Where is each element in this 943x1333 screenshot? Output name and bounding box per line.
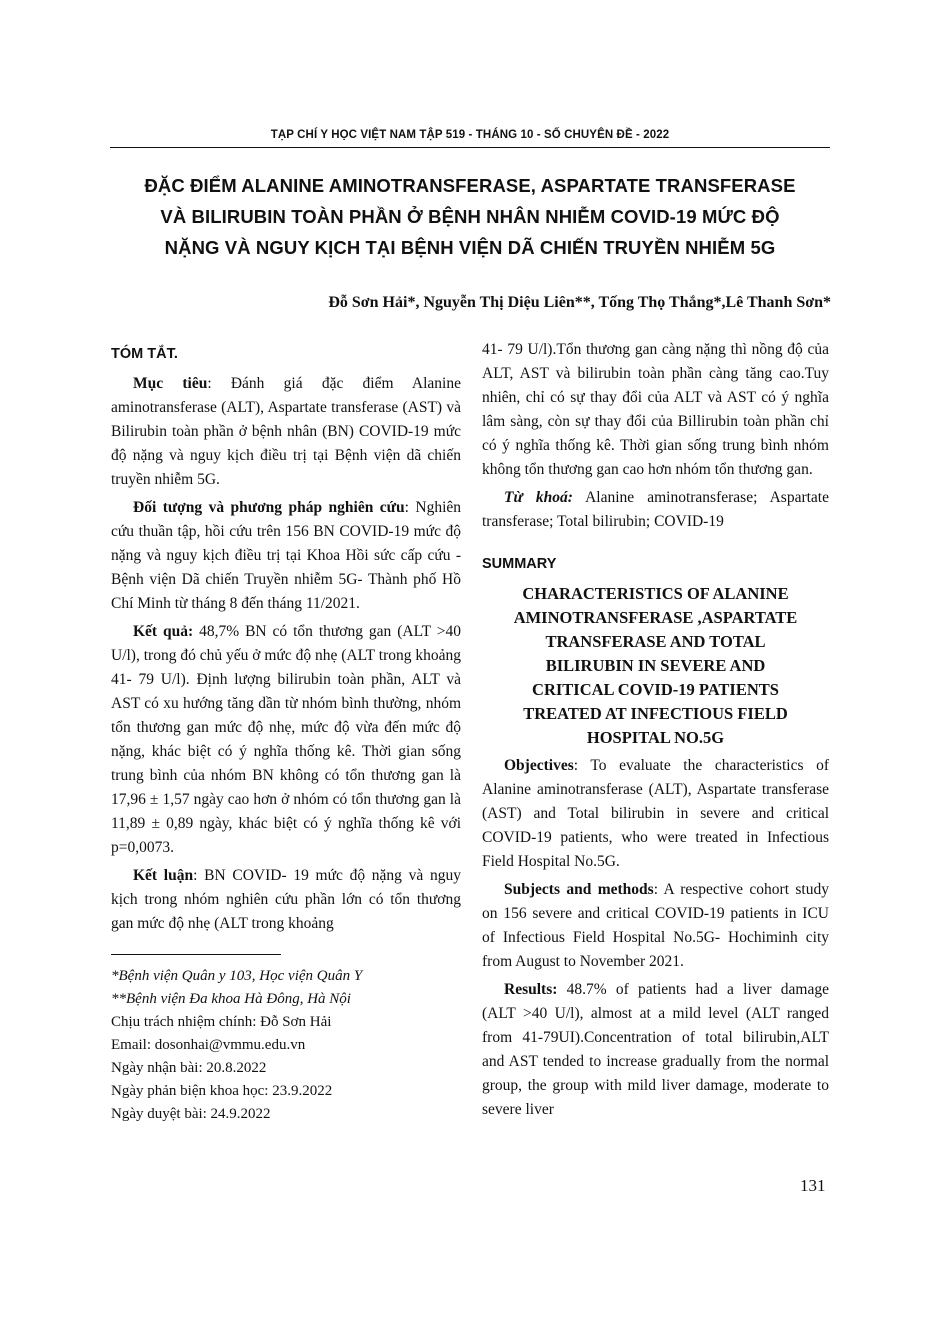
- english-title-line: HOSPITAL NO.5G: [586, 728, 725, 747]
- english-title-line: BILIRUBIN IN SEVERE AND: [545, 656, 766, 675]
- en-objectives-paragraph: [482, 754, 829, 874]
- en-results-label: Results:: [504, 981, 558, 998]
- footnote-affiliation-1: *Bệnh viện Quân y 103, Học viện Quân Y: [111, 968, 363, 984]
- vn-conclusion-paragraph: [111, 864, 461, 936]
- left-column: [111, 338, 461, 1126]
- vn-methods-paragraph: [111, 496, 461, 616]
- en-methods-text: : A respective cohort study on 156 severe and critical COVID-19 patients in ICU of Infectious Field Hospital No.5G- Hochiminh city from August to November 2021.: [482, 881, 829, 970]
- vn-conclusion-label: Kết luận: [133, 867, 194, 884]
- vn-conclusion-continued: 41- 79 U/l).Tổn thương gan càng nặng thì nồng độ của ALT, AST và bilirubin toàn phần càng tăng cao.Tuy nhiên, chỉ có sự thay đổi của ALT và AST có ý nghĩa lâm sàng, còn sự thay đổi của Billirubin toàn phần chỉ có ý nghĩa thống kê. Thời gian sống trung bình nhóm không tổn thương gan cao hơn nhóm tổn thương gan.: [482, 341, 829, 478]
- footnote-corresponding: Chịu trách nhiệm chính: Đỗ Sơn Hải: [111, 1014, 332, 1030]
- en-methods-label: Subjects and methods: [504, 881, 654, 898]
- page-number: 131: [800, 1176, 826, 1195]
- right-column: [482, 338, 829, 1126]
- vn-results-label: Kết quả:: [133, 623, 194, 640]
- footnote-email[interactable]: Email: dosonhai@vmmu.edu.vn: [111, 1037, 306, 1053]
- english-title-line: CHARACTERISTICS OF ALANINE: [522, 584, 789, 603]
- title-line: VÀ BILIRUBIN TOÀN PHẦN Ở BỆNH NHÂN NHIỄM COVID-19 MỨC ĐỘ: [160, 206, 780, 227]
- journal-header: TẠP CHÍ Y HỌC VIỆT NAM TẬP 519 - THÁNG 10 - SỐ CHUYÊN ĐỀ - 2022: [270, 129, 670, 141]
- vn-methods-text: : Nghiên cứu thuần tập, hồi cứu trên 156 BN COVID-19 mức độ nặng và nguy kịch điều trị tại Khoa Hồi sức cấp cứu -Bệnh viện Dã chiến Truyền nhiễm 5G- Thành phố Hồ Chí Minh từ tháng 8 đến tháng 11/2021.: [111, 499, 462, 612]
- footnote-accepted: Ngày duyệt bài: 24.9.2022: [111, 1106, 271, 1122]
- english-title: [482, 582, 829, 750]
- english-title-line: AMINOTRANSFERASE ,ASPARTATE: [513, 608, 798, 627]
- summary-heading: SUMMARY: [482, 556, 557, 572]
- footnote-received: Ngày nhận bài: 20.8.2022: [111, 1060, 267, 1076]
- vn-keywords-paragraph: [482, 486, 829, 534]
- title-line: ĐẶC ĐIỂM ALANINE AMINOTRANSFERASE, ASPARTATE TRANSFERASE: [144, 175, 796, 196]
- vn-abstract-heading: TÓM TẮT.: [111, 346, 178, 362]
- title-line: NẶNG VÀ NGUY KỊCH TẠI BỆNH VIỆN DÃ CHIẾN TRUYỀN NHIỄM 5G: [164, 237, 776, 258]
- english-title-line: CRITICAL COVID-19 PATIENTS: [532, 680, 779, 699]
- vn-keywords-label: Từ khoá:: [504, 489, 573, 506]
- en-methods-paragraph: [482, 878, 829, 974]
- en-results-text: 48.7% of patients had a liver damage (ALT >40 U/l), almost at a mild level (ALT ranged from 41-79UI).Concentration of total bilirubin,ALT and AST tended to increase gradually from the normal group, the group with mild liver damage, moderate to severe liver: [482, 981, 829, 1118]
- vn-keywords-text: Alanine aminotransferase; Aspartate transferase; Total bilirubin; COVID-19: [482, 489, 829, 530]
- footnote-rule: [111, 954, 281, 955]
- vn-methods-label: Đối tượng và phương pháp nghiên cứu: [133, 499, 405, 516]
- en-objectives-text: : To evaluate the characteristics of Alanine aminotransferase (ALT), Aspartate transferase (AST) and Total bilirubin in severe and critical COVID-19 patients, who were treated in Infectious Field Hospital No.5G.: [482, 757, 829, 870]
- header-rule: [110, 147, 830, 148]
- vn-results-text: 48,7% BN có tổn thương gan (ALT >40 U/l), trong đó chủ yếu ở mức độ nhẹ (ALT trong khoảng 41- 79 U/l). Định lượng bilirubin toàn phần, ALT và AST có xu hướng tăng dần từ nhóm bình thường, nhóm tổn thương gan mức độ nhẹ, mức độ vừa đến mức độ nặng, khác biệt có ý nghĩa thống kê. Thời gian sống trung bình của nhóm BN không có tổn thương gan là 17,96 ± 1,57 ngày cao hơn ở nhóm có tổn thương gan là 11,89 ± 0,89 ngày, khác biệt có ý nghĩa thống kê với p=0,0073.: [111, 623, 461, 856]
- english-title-line: TRANSFERASE AND TOTAL: [545, 632, 766, 651]
- vn-objective-paragraph: [111, 372, 461, 492]
- footnote-affiliation-2: **Bệnh viện Đa khoa Hà Đông, Hà Nội: [111, 991, 351, 1007]
- footnote-reviewed: Ngày phản biện khoa học: 23.9.2022: [111, 1083, 333, 1099]
- english-title-line: TREATED AT INFECTIOUS FIELD: [523, 704, 788, 723]
- vn-conclusion-text: : BN COVID- 19 mức độ nặng và nguy kịch trong nhóm nghiên cứu phần lớn có tổn thương gan mức độ nhẹ (ALT trong khoảng: [111, 867, 461, 932]
- article-title: [100, 170, 840, 263]
- vn-objective-text: : Đánh giá đặc điểm Alanine aminotransferase (ALT), Aspartate transferase (AST) và Bilirubin toàn phần ở bệnh nhân (BN) COVID-19 mức độ nặng và nguy kịch điều trị tại Bệnh viện dã chiến truyền nhiễm 5G.: [111, 375, 461, 488]
- en-objectives-label: Objectives: [504, 757, 574, 774]
- vn-objective-label: Mục tiêu: [133, 375, 208, 392]
- en-results-paragraph: [482, 978, 829, 1122]
- authors: Đỗ Sơn Hải*, Nguyễn Thị Diệu Liên**, Tống Thọ Thắng*,Lê Thanh Sơn*: [328, 294, 831, 311]
- vn-results-paragraph: [111, 620, 461, 860]
